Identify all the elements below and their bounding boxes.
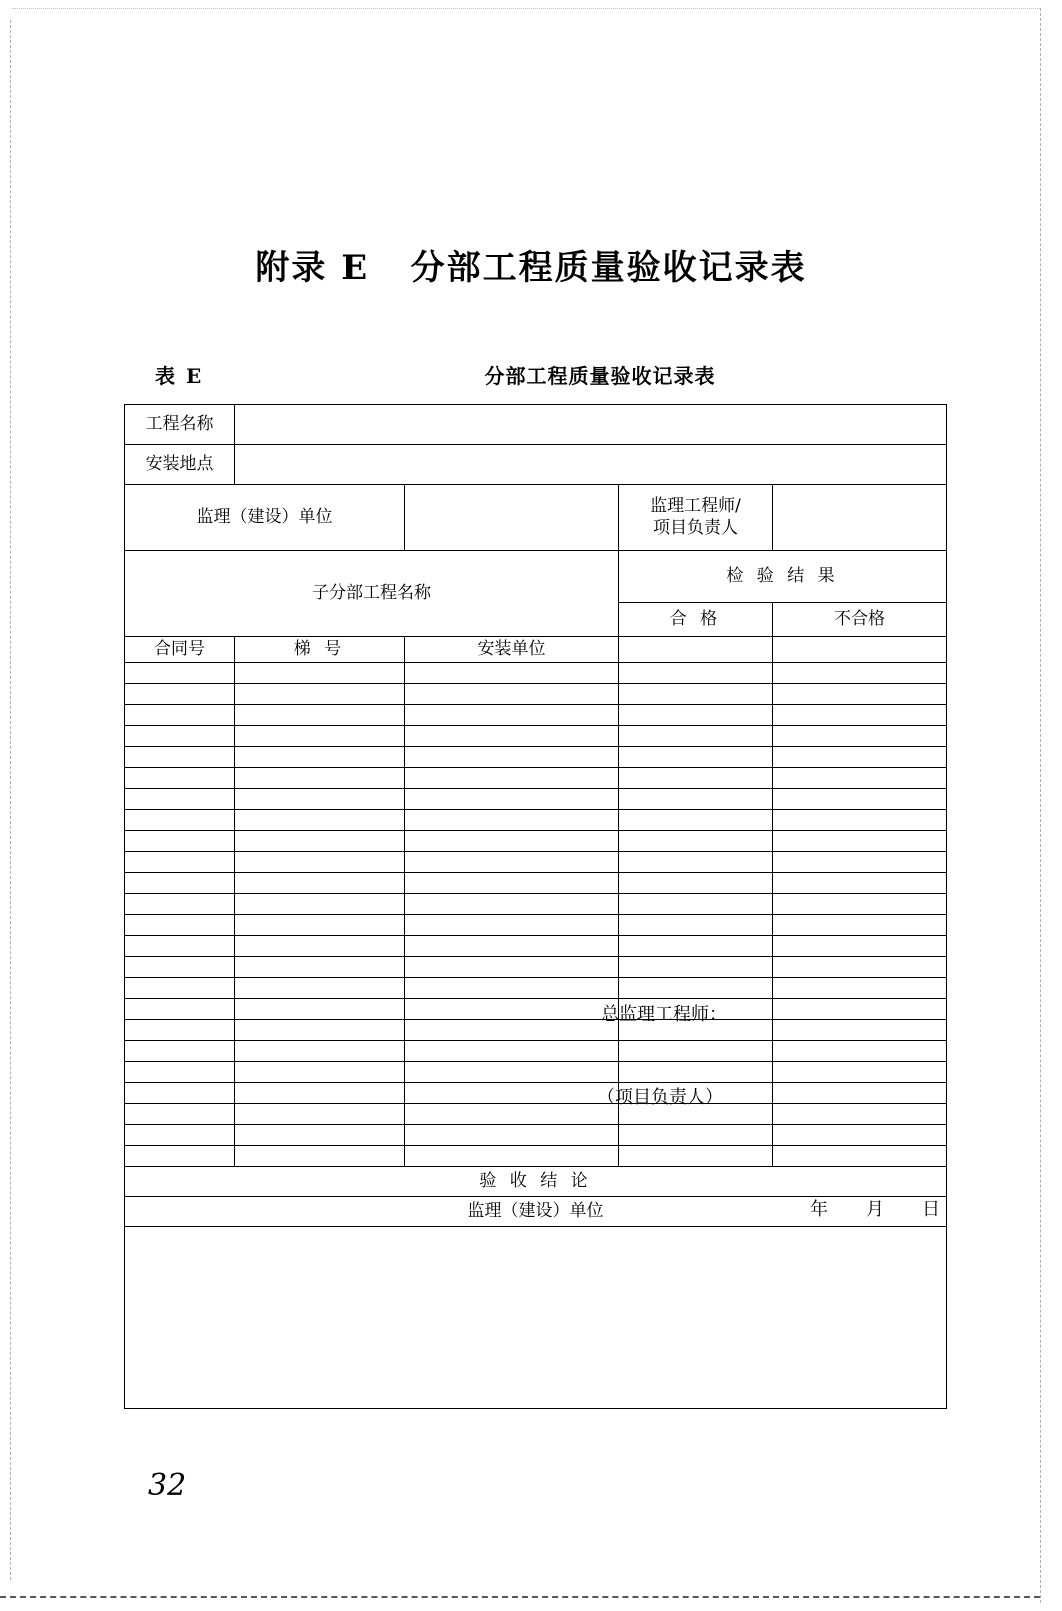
install-location-label: 安装地点 <box>125 445 235 485</box>
column-header-install-unit: 安装单位 <box>405 637 619 663</box>
date-day-label: 日 <box>922 1198 940 1220</box>
chief-supervisor-label: 总监理工程师： <box>601 1003 727 1025</box>
table-row <box>125 915 947 936</box>
cell-contract-no[interactable] <box>125 936 235 957</box>
acceptance-conclusion-label: 验 收 结 论 <box>125 1167 947 1197</box>
column-header-contract-no: 合同号 <box>125 637 235 663</box>
cell-elevator-no[interactable] <box>235 1083 405 1104</box>
project-name-label: 工程名称 <box>125 405 235 445</box>
cell-contract-no[interactable] <box>125 873 235 894</box>
scan-edge-top <box>12 8 1040 9</box>
cell-elevator-no[interactable] <box>235 1125 405 1146</box>
cell-unqualified[interactable] <box>773 831 947 852</box>
table-label: 表 E <box>155 364 204 388</box>
cell-install-unit[interactable] <box>405 1020 619 1041</box>
cell-unqualified[interactable] <box>773 726 947 747</box>
cell-elevator-no[interactable] <box>235 957 405 978</box>
cell-install-unit[interactable] <box>405 684 619 705</box>
cell-install-unit[interactable] <box>405 978 619 999</box>
project-name-value[interactable] <box>235 405 947 445</box>
cell-contract-no[interactable] <box>125 726 235 747</box>
page-title: 附录 E 分部工程质量验收记录表 <box>255 248 807 288</box>
unqualified-label: 不合格 <box>773 603 947 637</box>
cell-qualified[interactable] <box>619 831 773 852</box>
cell-elevator-no[interactable] <box>235 978 405 999</box>
cell-contract-no[interactable] <box>125 705 235 726</box>
cell-install-unit[interactable] <box>405 768 619 789</box>
cell-install-unit[interactable] <box>405 957 619 978</box>
cell-unqualified[interactable] <box>773 810 947 831</box>
cell-install-unit[interactable] <box>405 1146 619 1167</box>
column-header-elevator-no: 梯 号 <box>235 637 405 663</box>
cell-contract-no[interactable] <box>125 894 235 915</box>
cell-unqualified[interactable] <box>773 894 947 915</box>
supervisor-engineer-value[interactable] <box>773 485 947 551</box>
cell-contract-no[interactable] <box>125 768 235 789</box>
table-row-column-headers <box>125 637 947 663</box>
cell-contract-no[interactable] <box>125 684 235 705</box>
cell-contract-no[interactable] <box>125 978 235 999</box>
cell-elevator-no[interactable] <box>235 915 405 936</box>
table-row-install-location <box>125 445 947 485</box>
cell-contract-no[interactable] <box>125 1020 235 1041</box>
cell-elevator-no[interactable] <box>235 768 405 789</box>
cell-install-unit[interactable] <box>405 789 619 810</box>
cell-elevator-no[interactable] <box>235 1041 405 1062</box>
supervisor-unit-label: 监理（建设）单位 <box>125 485 405 551</box>
cell-contract-no[interactable] <box>125 747 235 768</box>
cell-unqualified[interactable] <box>773 873 947 894</box>
cell-unqualified[interactable] <box>773 663 947 684</box>
cell-contract-no[interactable] <box>125 789 235 810</box>
conclusion-supervisor-unit-label: 监理（建设）单位 <box>125 1197 947 1227</box>
page-number: 32 <box>148 1468 187 1503</box>
table-row-project-name <box>125 405 947 445</box>
quality-acceptance-form <box>124 404 946 1409</box>
table-row <box>125 894 947 915</box>
table-row <box>125 705 947 726</box>
qualified-label: 合 格 <box>619 603 773 637</box>
cell-qualified[interactable] <box>619 663 773 684</box>
table-row <box>125 810 947 831</box>
table-caption-row <box>125 360 945 390</box>
cell-elevator-no[interactable] <box>235 747 405 768</box>
cell-install-unit[interactable] <box>405 1083 619 1104</box>
supervisor-engineer-label <box>619 485 773 551</box>
table-row <box>125 789 947 810</box>
cell-install-unit[interactable] <box>405 936 619 957</box>
cell-contract-no[interactable] <box>125 1104 235 1125</box>
cell-qualified[interactable] <box>619 810 773 831</box>
cell-install-unit[interactable] <box>405 999 619 1020</box>
cell-unqualified[interactable] <box>773 747 947 768</box>
cell-install-unit[interactable] <box>405 1125 619 1146</box>
signature-date-line[interactable] <box>595 1168 978 1252</box>
table-row <box>125 831 947 852</box>
cell-install-unit[interactable] <box>405 873 619 894</box>
supervisor-engineer-label-line2: 项目负责人 <box>653 517 738 538</box>
cell-qualified[interactable] <box>619 894 773 915</box>
scan-edge-bottom <box>0 1596 1040 1598</box>
cell-install-unit[interactable] <box>405 1062 619 1083</box>
cell-elevator-no[interactable] <box>235 1146 405 1167</box>
cell-qualified[interactable] <box>619 768 773 789</box>
table-caption: 分部工程质量验收记录表 <box>484 364 716 388</box>
project-manager-label: （项目负责人） <box>597 1087 723 1109</box>
cell-contract-no[interactable] <box>125 1041 235 1062</box>
cell-install-unit[interactable] <box>405 810 619 831</box>
table-row-subproject-header <box>125 551 947 603</box>
cell-unqualified[interactable] <box>773 705 947 726</box>
cell-elevator-no[interactable] <box>235 999 405 1020</box>
cell-install-unit[interactable] <box>405 726 619 747</box>
cell-elevator-no[interactable] <box>235 789 405 810</box>
table-row-supervisor <box>125 485 947 551</box>
cell-install-unit[interactable] <box>405 1041 619 1062</box>
cell-contract-no[interactable] <box>125 999 235 1020</box>
cell-qualified[interactable] <box>619 852 773 873</box>
table-row <box>125 663 947 684</box>
cell-elevator-no[interactable] <box>235 894 405 915</box>
cell-elevator-no[interactable] <box>235 705 405 726</box>
cell-qualified[interactable] <box>619 747 773 768</box>
cell-qualified[interactable] <box>619 705 773 726</box>
date-year-label: 年 <box>810 1198 828 1220</box>
cell-qualified[interactable] <box>619 873 773 894</box>
cell-contract-no[interactable] <box>125 852 235 873</box>
cell-install-unit[interactable] <box>405 852 619 873</box>
cell-install-unit[interactable] <box>405 705 619 726</box>
cell-install-unit[interactable] <box>405 831 619 852</box>
table-row <box>125 726 947 747</box>
cell-qualified[interactable] <box>619 915 773 936</box>
cell-install-unit[interactable] <box>405 915 619 936</box>
cell-unqualified[interactable] <box>773 684 947 705</box>
table-row <box>125 852 947 873</box>
cell-elevator-no[interactable] <box>235 810 405 831</box>
cell-install-unit[interactable] <box>405 663 619 684</box>
signature-lines <box>595 945 978 1308</box>
form-table <box>124 404 947 1409</box>
cell-unqualified[interactable] <box>773 789 947 810</box>
cell-elevator-no[interactable] <box>235 684 405 705</box>
cell-contract-no[interactable] <box>125 957 235 978</box>
cell-elevator-no[interactable] <box>235 663 405 684</box>
cell-elevator-no[interactable] <box>235 1104 405 1125</box>
cell-elevator-no[interactable] <box>235 936 405 957</box>
cell-qualified[interactable] <box>619 789 773 810</box>
cell-qualified[interactable] <box>619 726 773 747</box>
cell-qualified[interactable] <box>619 684 773 705</box>
supervisor-unit-value[interactable] <box>405 485 619 551</box>
cell-install-unit[interactable] <box>405 1104 619 1125</box>
table-row <box>125 684 947 705</box>
sub-project-name-label: 子分部工程名称 <box>125 551 619 637</box>
cell-elevator-no[interactable] <box>235 1062 405 1083</box>
cell-unqualified[interactable] <box>773 852 947 873</box>
column-header-unqualified-cell <box>773 637 947 663</box>
cell-unqualified[interactable] <box>773 915 947 936</box>
cell-install-unit[interactable] <box>405 894 619 915</box>
cell-elevator-no[interactable] <box>235 852 405 873</box>
cell-unqualified[interactable] <box>773 768 947 789</box>
cell-contract-no[interactable] <box>125 663 235 684</box>
table-row-signature[interactable] <box>125 1227 947 1409</box>
cell-contract-no[interactable] <box>125 1083 235 1104</box>
cell-contract-no[interactable] <box>125 1062 235 1083</box>
cell-elevator-no[interactable] <box>235 1020 405 1041</box>
cell-install-unit[interactable] <box>405 747 619 768</box>
table-row <box>125 768 947 789</box>
cell-contract-no[interactable] <box>125 831 235 852</box>
cell-elevator-no[interactable] <box>235 873 405 894</box>
cell-contract-no[interactable] <box>125 1125 235 1146</box>
cell-contract-no[interactable] <box>125 810 235 831</box>
table-row <box>125 747 947 768</box>
supervisor-engineer-label-line1: 监理工程师/ <box>650 496 741 517</box>
cell-contract-no[interactable] <box>125 1146 235 1167</box>
column-header-qualified-cell <box>619 637 773 663</box>
inspection-result-label: 检 验 结 果 <box>619 551 947 603</box>
cell-contract-no[interactable] <box>125 915 235 936</box>
table-row <box>125 873 947 894</box>
cell-elevator-no[interactable] <box>235 726 405 747</box>
install-location-value[interactable] <box>235 445 947 485</box>
date-month-label: 月 <box>866 1198 884 1220</box>
cell-elevator-no[interactable] <box>235 831 405 852</box>
